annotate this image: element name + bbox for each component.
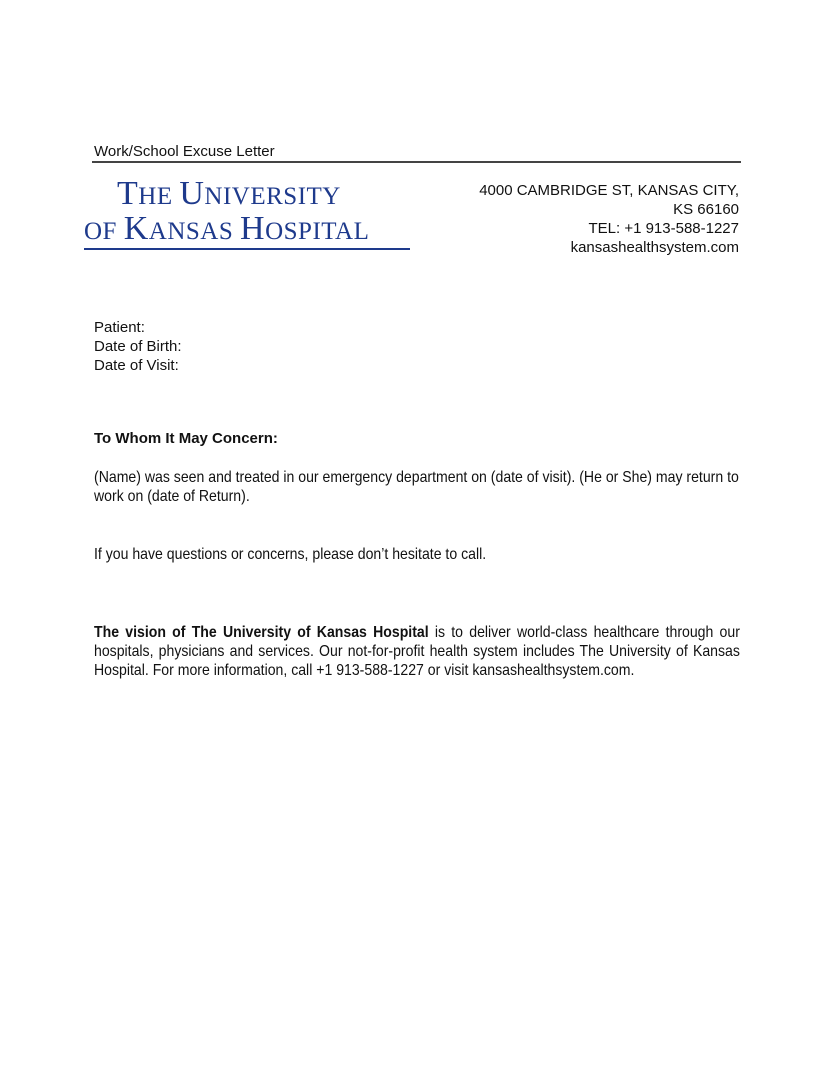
address-line-1: 4000 CAMBRIDGE ST, KANSAS CITY,	[479, 182, 739, 199]
header-rule	[92, 161, 741, 163]
vision-rest: is to deliver world-class healthcare through our hospitals, physicians and services. Our not-for-profit health system includes The University of Kansas Hospital. For more information, call +1 913-588-1227 or visit kansashealthsystem.com.	[94, 624, 740, 679]
logo-line-1: THE UNIVERSITY	[117, 175, 341, 212]
dob-label: Date of Birth:	[94, 338, 182, 355]
website: kansashealthsystem.com	[570, 239, 739, 256]
contact-paragraph: If you have questions or concerns, please don’t hesitate to call.	[94, 546, 487, 563]
vision-bold: The vision of The University of Kansas Hospital	[94, 624, 429, 641]
phone-number: TEL: +1 913-588-1227	[588, 220, 739, 237]
salutation: To Whom It May Concern:	[94, 430, 278, 447]
address-line-2: KS 66160	[673, 201, 739, 218]
logo-underline	[84, 248, 410, 250]
logo-line-2: OF KANSAS HOSPITAL	[84, 210, 370, 247]
vision-paragraph	[94, 623, 740, 680]
visit-date-label: Date of Visit:	[94, 357, 179, 374]
excuse-paragraph: (Name) was seen and treated in our emergency department on (date of visit). (He or She) may return to work on (date of Return).	[94, 469, 739, 505]
document-title: Work/School Excuse Letter	[94, 143, 275, 160]
patient-fields	[94, 318, 182, 375]
hospital-logo	[84, 175, 410, 248]
hospital-address	[479, 181, 739, 257]
patient-label: Patient:	[94, 319, 145, 336]
